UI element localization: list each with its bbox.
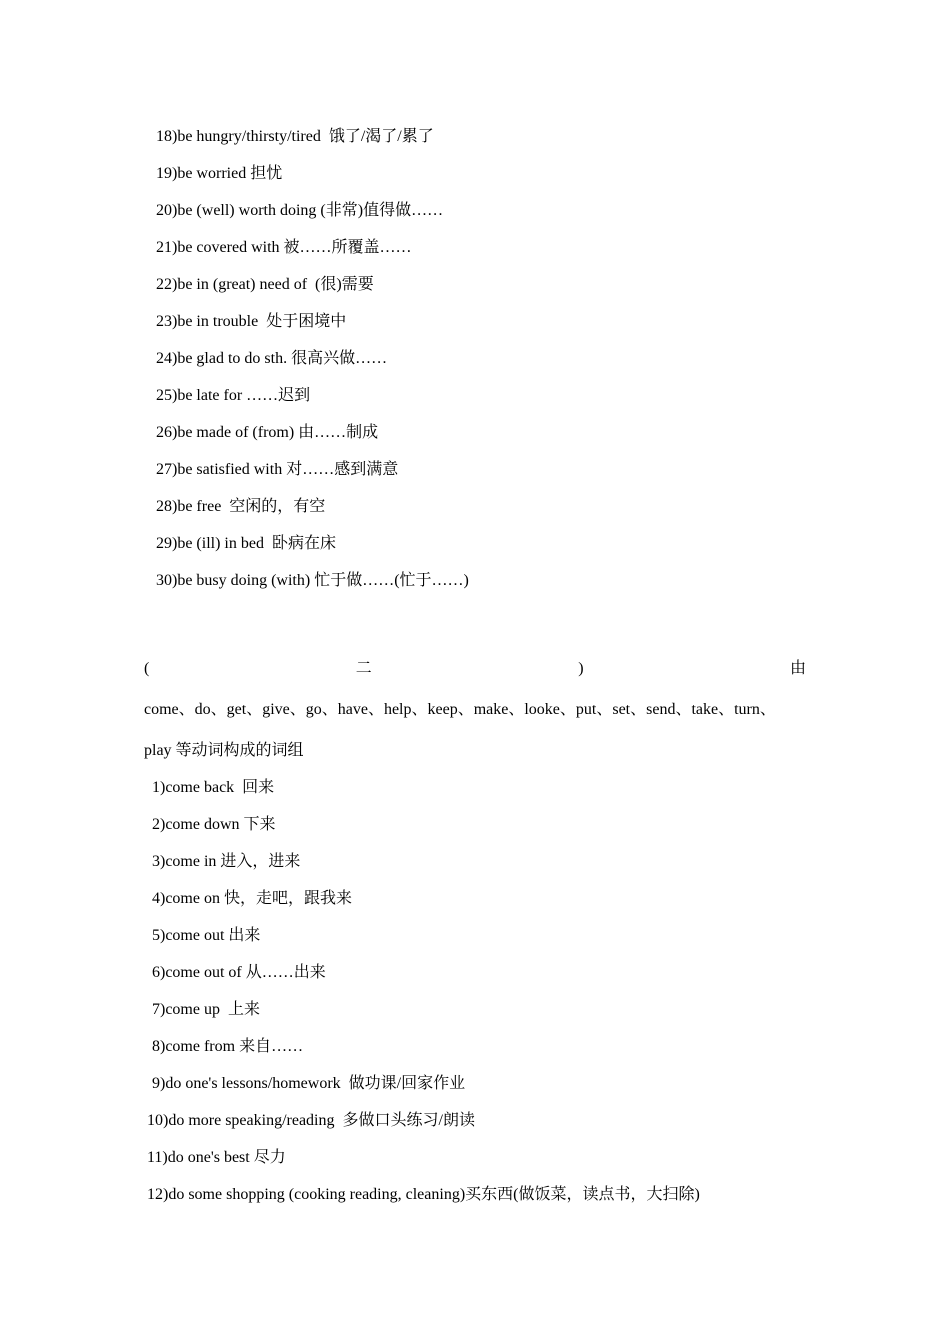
list-item: 23)be in trouble 处于困境中 xyxy=(156,313,347,330)
list-item: 25)be late for ……迟到 xyxy=(156,387,311,404)
list-item: 28)be free 空闲的，有空 xyxy=(156,498,326,515)
list-item: 3)come in 进入，进来 xyxy=(152,853,301,870)
list-item: 26)be made of (from) 由……制成 xyxy=(156,424,379,441)
list-item: 1)come back 回来 xyxy=(152,779,275,796)
list-item: 6)come out of 从……出来 xyxy=(152,964,326,981)
heading-open-paren: ( xyxy=(144,660,150,677)
heading-close-paren: ) xyxy=(578,660,584,677)
list-item: 18)be hungry/thirsty/tired 饿了/渴了/累了 xyxy=(156,128,434,145)
list-item: 7)come up 上来 xyxy=(152,1001,260,1018)
list-item: 10)do more speaking/reading 多做口头练习/朗读 xyxy=(147,1112,475,1129)
list-item: 4)come on 快，走吧，跟我来 xyxy=(152,890,352,907)
section-heading-line-1 xyxy=(144,659,806,679)
list-item: 29)be (ill) in bed 卧病在床 xyxy=(156,535,336,552)
list-item: 24)be glad to do sth. 很高兴做…… xyxy=(156,350,388,367)
list-item: 11)do one's best 尽力 xyxy=(147,1149,286,1166)
list-item: 12)do some shopping (cooking reading, cleaning)买东西(做饭菜，读点书，大扫除) xyxy=(147,1186,700,1203)
list-item: 8)come from 来自…… xyxy=(152,1038,304,1055)
heading-word: 由 xyxy=(789,660,806,677)
list-item: 20)be (well) worth doing (非常)值得做…… xyxy=(156,202,444,219)
list-item: 21)be covered with 被……所覆盖…… xyxy=(156,239,412,256)
list-item: 2)come down 下来 xyxy=(152,816,276,833)
section-heading-line-3: play 等动词构成的词组 xyxy=(144,742,304,759)
list-item: 19)be worried 担忧 xyxy=(156,165,283,182)
list-item: 9)do one's lessons/homework 做功课/回家作业 xyxy=(152,1075,466,1092)
list-item: 30)be busy doing (with) 忙于做……(忙于……) xyxy=(156,572,469,589)
list-item: 22)be in (great) need of (很)需要 xyxy=(156,276,374,293)
heading-number: 二 xyxy=(355,660,372,677)
section-heading-line-2: come、do、get、give、go、have、help、keep、make、looke、put、set、send、take、turn、 xyxy=(144,701,776,718)
list-item: 5)come out 出来 xyxy=(152,927,261,944)
list-item: 27)be satisfied with 对……感到满意 xyxy=(156,461,399,478)
